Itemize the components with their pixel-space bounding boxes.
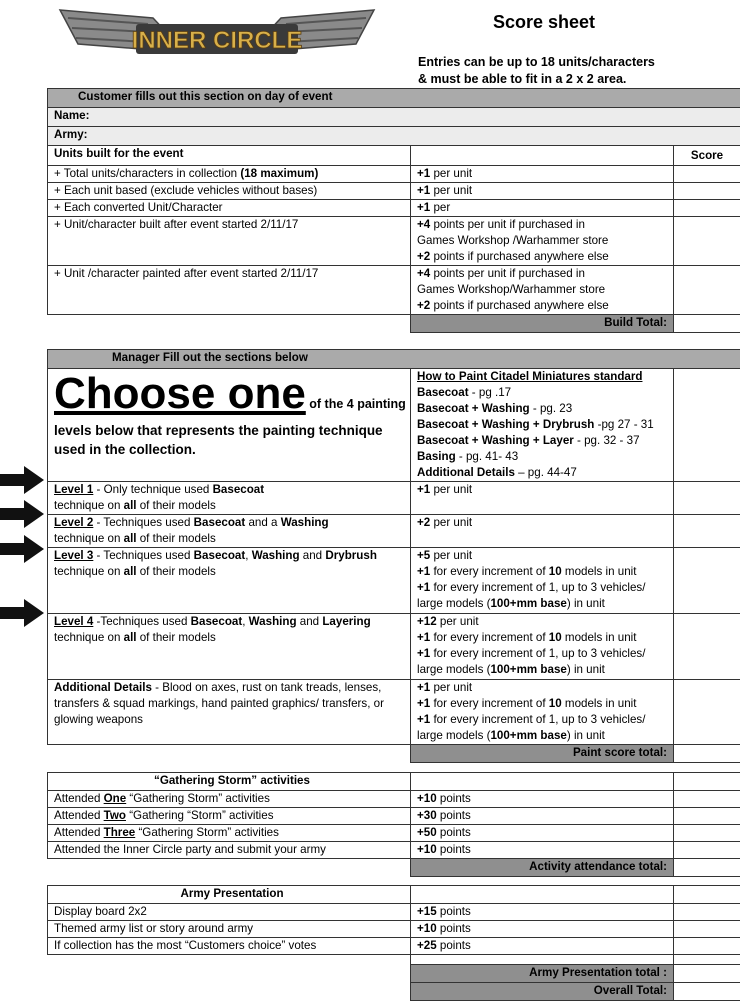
guide-page: - pg. 41- 43 bbox=[456, 450, 519, 463]
row-label: + Each converted Unit/Character bbox=[54, 201, 223, 214]
score-cell[interactable] bbox=[674, 200, 740, 217]
points-value: +2 bbox=[417, 250, 430, 263]
inner-circle-logo bbox=[58, 4, 376, 66]
points-unit: per unit bbox=[430, 681, 472, 694]
points-text: Games Workshop /Warhammer store bbox=[417, 233, 673, 249]
score-cell[interactable] bbox=[674, 217, 740, 266]
level-text: - Techniques used bbox=[93, 549, 193, 562]
level-text: technique on bbox=[54, 499, 124, 512]
points-text: for every increment of 1, up to 3 vehicles/ bbox=[430, 647, 645, 660]
table-row bbox=[48, 904, 740, 921]
points-unit: per bbox=[430, 201, 450, 214]
guide-page: -pg 27 - 31 bbox=[594, 418, 653, 431]
paint-total-row bbox=[48, 745, 740, 763]
row-label: Attended the Inner Circle party and submit your army bbox=[54, 843, 326, 856]
row-count: Three bbox=[104, 826, 136, 839]
overall-total-row bbox=[48, 983, 740, 1001]
row-label: Themed army list or story around army bbox=[54, 922, 253, 935]
points-unit: per unit bbox=[430, 483, 472, 496]
guide-page: - pg. 32 - 37 bbox=[574, 434, 640, 447]
points-value: +4 bbox=[417, 218, 430, 231]
points-unit: per unit bbox=[430, 516, 472, 529]
points-value: +4 bbox=[417, 267, 430, 280]
row-count: One bbox=[104, 792, 127, 805]
level-label: Level 4 bbox=[54, 615, 93, 628]
build-total-label: Build Total: bbox=[604, 316, 667, 329]
entries-line-2: & must be able to fit in a 2 x 2 area. bbox=[418, 71, 655, 88]
paint-total-cell[interactable] bbox=[674, 745, 740, 763]
points-value: +1 bbox=[417, 184, 430, 197]
points-text: large models ( bbox=[417, 729, 490, 742]
score-cell[interactable] bbox=[674, 482, 740, 515]
guide-step: Basecoat + Washing + Drybrush bbox=[417, 418, 594, 431]
build-total-row bbox=[48, 315, 740, 333]
overall-total-label: Overall Total: bbox=[594, 984, 667, 997]
table-row bbox=[48, 921, 740, 938]
level-label: Level 3 bbox=[54, 549, 93, 562]
presentation-total-row bbox=[48, 965, 740, 983]
points-value: +1 bbox=[417, 697, 430, 710]
points-value: +1 bbox=[417, 647, 430, 660]
level-text: - Only technique used bbox=[93, 483, 212, 496]
points-value: +25 bbox=[417, 939, 437, 952]
points-text: points if purchased anywhere else bbox=[430, 250, 609, 263]
score-cell[interactable] bbox=[674, 904, 740, 921]
technique: Basecoat bbox=[194, 516, 246, 529]
storm-header-row bbox=[48, 773, 740, 791]
presentation-total-label: Army Presentation total : bbox=[529, 966, 667, 979]
table-row bbox=[48, 166, 740, 183]
points-text: models in unit bbox=[562, 565, 637, 578]
presentation-heading: Army Presentation bbox=[180, 887, 283, 900]
points-value: +1 bbox=[417, 581, 430, 594]
presentation-header-row bbox=[48, 886, 740, 904]
level-label: Level 1 bbox=[54, 483, 93, 496]
points-text: models in unit bbox=[562, 631, 637, 644]
level-emphasis: all bbox=[124, 565, 137, 578]
points-unit: points bbox=[437, 939, 471, 952]
army-field[interactable] bbox=[48, 127, 740, 146]
points-unit: points bbox=[437, 826, 471, 839]
level-3-row bbox=[48, 548, 740, 614]
score-cell[interactable] bbox=[674, 921, 740, 938]
row-label: + Each unit based (exclude vehicles without bases) bbox=[54, 184, 317, 197]
level-text: technique on bbox=[54, 631, 124, 644]
points-unit: per unit bbox=[430, 184, 472, 197]
choose-one-text: of the 4 painting bbox=[306, 397, 406, 411]
arrow-level-2-icon bbox=[0, 500, 44, 528]
row-count: Two bbox=[104, 809, 126, 822]
page-title: Score sheet bbox=[493, 12, 595, 33]
points-value: 100+mm base bbox=[490, 663, 566, 676]
customer-heading: Customer fills out this section on day of event bbox=[78, 90, 332, 103]
score-cell[interactable] bbox=[674, 266, 740, 315]
points-text: points if purchased anywhere else bbox=[430, 299, 609, 312]
arrow-level-4-icon bbox=[0, 599, 44, 627]
points-unit: per unit bbox=[430, 167, 472, 180]
name-field[interactable] bbox=[48, 108, 740, 127]
points-text: points per unit if purchased in bbox=[430, 218, 585, 231]
level-text: technique on bbox=[54, 565, 124, 578]
paint-total-label: Paint score total: bbox=[573, 746, 667, 759]
guide-page: – pg. 44-47 bbox=[515, 466, 577, 479]
guide-page: - pg. 23 bbox=[530, 402, 573, 415]
points-text: Games Workshop/Warhammer store bbox=[417, 282, 673, 298]
points-value: +10 bbox=[417, 792, 437, 805]
level-text: of their models bbox=[137, 565, 216, 578]
points-value: +2 bbox=[417, 516, 430, 529]
spacer bbox=[48, 877, 740, 886]
points-value: +10 bbox=[417, 843, 437, 856]
points-text: ) in unit bbox=[567, 663, 605, 676]
score-cell[interactable] bbox=[674, 614, 740, 680]
table-row bbox=[48, 791, 740, 808]
units-built-header-row bbox=[48, 146, 740, 166]
points-value: +1 bbox=[417, 201, 430, 214]
level-4-row bbox=[48, 614, 740, 680]
guide-step: Basecoat + Washing bbox=[417, 402, 530, 415]
activity-total-cell[interactable] bbox=[674, 859, 740, 877]
level-emphasis: all bbox=[124, 631, 137, 644]
level-text: technique on bbox=[54, 532, 124, 545]
name-label: Name: bbox=[54, 109, 89, 122]
row-label: Attended bbox=[54, 826, 104, 839]
points-value: +1 bbox=[417, 681, 430, 694]
activity-total-row bbox=[48, 859, 740, 877]
army-label: Army: bbox=[54, 128, 88, 141]
points-value: 10 bbox=[549, 631, 562, 644]
row-label: Attended bbox=[54, 792, 104, 805]
level-text: , bbox=[242, 615, 248, 628]
score-cell[interactable] bbox=[674, 183, 740, 200]
activity-total-label: Activity attendance total: bbox=[529, 860, 667, 873]
points-unit: points bbox=[437, 792, 471, 805]
row-label: + Total units/characters in collection bbox=[54, 167, 240, 180]
points-value: +12 bbox=[417, 615, 437, 628]
score-cell[interactable] bbox=[674, 515, 740, 548]
customer-section-header bbox=[48, 89, 740, 108]
level-text: and bbox=[297, 615, 323, 628]
row-label: “Gathering Storm” activities bbox=[126, 792, 270, 805]
technique: Drybrush bbox=[325, 549, 377, 562]
row-label-bold: (18 maximum) bbox=[240, 167, 318, 180]
points-unit: points bbox=[437, 922, 471, 935]
points-value: +1 bbox=[417, 713, 430, 726]
row-label: If collection has the most “Customers choice” votes bbox=[54, 939, 316, 952]
points-unit: per unit bbox=[430, 549, 472, 562]
guide-page: - pg .17 bbox=[469, 386, 512, 399]
row-label: Attended bbox=[54, 809, 104, 822]
score-cell[interactable] bbox=[674, 825, 740, 842]
score-cell[interactable] bbox=[674, 369, 740, 482]
technique: Basecoat bbox=[213, 483, 265, 496]
points-value: +10 bbox=[417, 922, 437, 935]
technique: Basecoat bbox=[191, 615, 243, 628]
points-value: +1 bbox=[417, 167, 430, 180]
table-row bbox=[48, 825, 740, 842]
score-cell[interactable] bbox=[674, 548, 740, 614]
additional-details-row bbox=[48, 680, 740, 745]
points-value: 100+mm base bbox=[490, 597, 566, 610]
score-cell[interactable] bbox=[674, 166, 740, 183]
level-text: and bbox=[300, 549, 326, 562]
guide-step: Additional Details bbox=[417, 466, 515, 479]
table-row bbox=[48, 183, 740, 200]
points-value: +1 bbox=[417, 631, 430, 644]
points-text: large models ( bbox=[417, 597, 490, 610]
points-value: +2 bbox=[417, 299, 430, 312]
manager-section-header bbox=[48, 350, 740, 369]
manager-heading: Manager Fill out the sections below bbox=[112, 351, 308, 364]
points-unit: points bbox=[437, 809, 471, 822]
table-row bbox=[48, 938, 740, 955]
points-text: large models ( bbox=[417, 663, 490, 676]
points-unit: per unit bbox=[437, 615, 479, 628]
row-label: “Gathering “Storm” activities bbox=[126, 809, 274, 822]
guide-step: Basing bbox=[417, 450, 456, 463]
points-text: points per unit if purchased in bbox=[430, 267, 585, 280]
additional-details-text: - Blood on axes, rust on tank treads, lenses, transfers & squad markings, hand painted graphics/ transfers, or glowing weapons bbox=[54, 681, 384, 726]
technique: Basecoat bbox=[194, 549, 246, 562]
points-text: for every increment of bbox=[430, 631, 549, 644]
guide-step: Basecoat + Washing + Layer bbox=[417, 434, 574, 447]
level-text: -Techniques used bbox=[93, 615, 190, 628]
arrow-level-3-icon bbox=[0, 535, 44, 563]
score-column-label: Score bbox=[691, 149, 723, 162]
score-cell[interactable] bbox=[674, 680, 740, 745]
score-cell[interactable] bbox=[674, 938, 740, 955]
table-row bbox=[48, 842, 740, 859]
points-value: 100+mm base bbox=[490, 729, 566, 742]
row-label: + Unit/character built after event started 2/11/17 bbox=[54, 218, 298, 231]
points-value: +5 bbox=[417, 549, 430, 562]
entries-note bbox=[418, 54, 655, 88]
technique: Washing bbox=[249, 615, 297, 628]
technique: Layering bbox=[322, 615, 370, 628]
army-row bbox=[48, 127, 740, 146]
points-text: ) in unit bbox=[567, 597, 605, 610]
arrow-level-1-icon bbox=[0, 466, 44, 494]
points-value: +50 bbox=[417, 826, 437, 839]
storm-heading: “Gathering Storm” activities bbox=[154, 774, 310, 787]
level-text: and a bbox=[245, 516, 280, 529]
table-row bbox=[48, 266, 740, 315]
level-2-row bbox=[48, 515, 740, 548]
points-value: 10 bbox=[549, 697, 562, 710]
points-text: models in unit bbox=[562, 697, 637, 710]
score-cell[interactable] bbox=[674, 791, 740, 808]
points-text: ) in unit bbox=[567, 729, 605, 742]
overall-total-cell[interactable] bbox=[674, 983, 740, 1001]
guide-title: How to Paint Citadel Miniatures standard bbox=[417, 369, 673, 385]
guide-step: Basecoat bbox=[417, 386, 469, 399]
table-row bbox=[48, 200, 740, 217]
score-cell[interactable] bbox=[674, 808, 740, 825]
row-label: “Gathering Storm” activities bbox=[135, 826, 279, 839]
level-emphasis: all bbox=[124, 532, 137, 545]
choose-one-heading: Choose one bbox=[54, 369, 306, 418]
build-total-cell[interactable] bbox=[674, 315, 740, 333]
level-text: , bbox=[245, 549, 251, 562]
score-cell[interactable] bbox=[674, 842, 740, 859]
technique: Washing bbox=[281, 516, 329, 529]
score-sheet-table bbox=[47, 88, 740, 1001]
row-label: + Unit /character painted after event started 2/11/17 bbox=[54, 267, 318, 280]
points-text: for every increment of bbox=[430, 565, 549, 578]
presentation-total-cell[interactable] bbox=[674, 965, 740, 983]
units-built-label: Units built for the event bbox=[54, 147, 183, 160]
choose-one-instructions: levels below that represents the painting technique used in the collection. bbox=[54, 421, 410, 459]
name-row bbox=[48, 108, 740, 127]
technique: Washing bbox=[252, 549, 300, 562]
points-unit: points bbox=[437, 905, 471, 918]
points-value: +15 bbox=[417, 905, 437, 918]
entries-line-1: Entries can be up to 18 units/characters bbox=[418, 54, 655, 71]
points-value: +30 bbox=[417, 809, 437, 822]
spacer bbox=[48, 763, 740, 773]
points-unit: points bbox=[437, 843, 471, 856]
points-text: for every increment of 1, up to 3 vehicles/ bbox=[430, 581, 645, 594]
logo-text: INNER CIRCLE bbox=[132, 27, 303, 54]
level-text: of their models bbox=[137, 631, 216, 644]
level-text: of their models bbox=[137, 499, 216, 512]
points-text: for every increment of bbox=[430, 697, 549, 710]
points-value: +1 bbox=[417, 565, 430, 578]
points-value: 10 bbox=[549, 565, 562, 578]
level-emphasis: all bbox=[124, 499, 137, 512]
level-text: - Techniques used bbox=[93, 516, 193, 529]
spacer bbox=[48, 333, 740, 350]
level-text: of their models bbox=[137, 532, 216, 545]
level-label: Level 2 bbox=[54, 516, 93, 529]
table-row bbox=[48, 808, 740, 825]
points-value: +1 bbox=[417, 483, 430, 496]
table-row bbox=[48, 217, 740, 266]
level-1-row bbox=[48, 482, 740, 515]
choose-one-row bbox=[48, 369, 740, 482]
points-text: for every increment of 1, up to 3 vehicles/ bbox=[430, 713, 645, 726]
row-label: Display board 2x2 bbox=[54, 905, 147, 918]
additional-details-label: Additional Details bbox=[54, 681, 152, 694]
